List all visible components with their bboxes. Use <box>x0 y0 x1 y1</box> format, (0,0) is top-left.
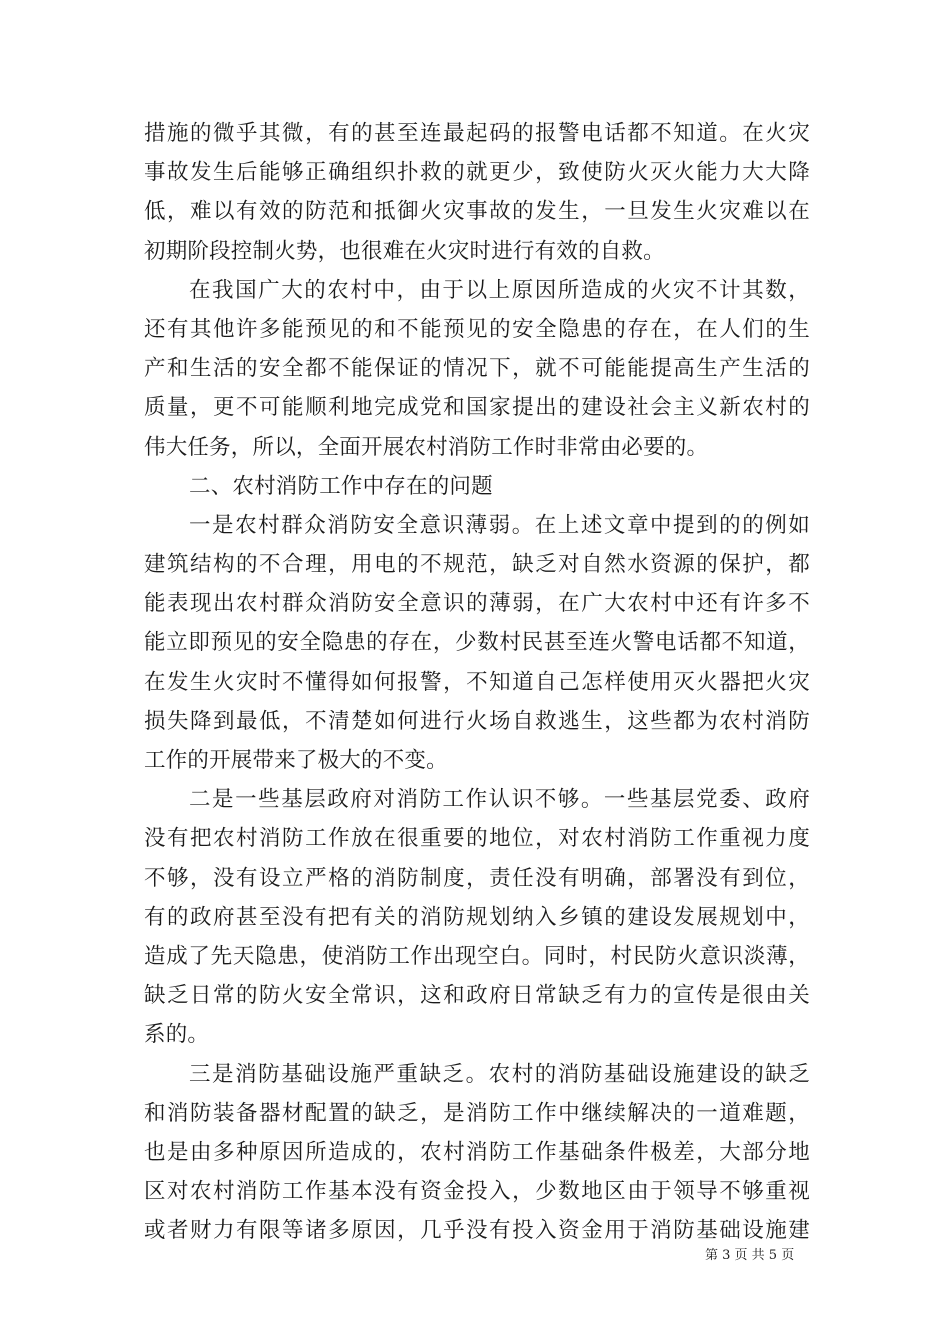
text-line: 事故发生后能够正确组织扑救的就更少，致使防火灭火能力大大降 <box>144 160 810 186</box>
text-line: 系的。 <box>144 1022 210 1048</box>
text-line: 和消防装备器材配置的缺乏，是消防工作中继续解决的一道难题， <box>144 1100 810 1126</box>
text-line: 还有其他许多能预见的和不能预见的安全隐患的存在，在人们的生 <box>144 316 810 342</box>
text-line: 产和生活的安全都不能保证的情况下，就不可能能提高生产生活的 <box>144 356 810 382</box>
text-line: 质量，更不可能顺利地完成党和国家提出的建设社会主义新农村的 <box>144 395 810 421</box>
text-line: 伟大任务，所以，全面开展农村消防工作时非常由必要的。 <box>144 434 709 460</box>
text-line: 或者财力有限等诸多原因，几乎没有投入资金用于消防基础设施建 <box>144 1218 810 1244</box>
text-line: 在我国广大的农村中，由于以上原因所造成的火灾不计其数， <box>189 277 810 303</box>
text-line: 不够，没有设立严格的消防制度，责任没有明确，部署没有到位， <box>144 865 810 891</box>
text-line: 二是一些基层政府对消防工作认识不够。一些基层党委、政府 <box>189 787 810 813</box>
text-line: 也是由多种原因所造成的，农村消防工作基础条件极差，大部分地 <box>144 1139 810 1165</box>
text-line: 能立即预见的安全隐患的存在，少数村民甚至连火警电话都不知道， <box>144 630 810 656</box>
text-line: 损失降到最低，不清楚如何进行火场自救逃生，这些都为农村消防 <box>144 708 810 734</box>
text-line: 在发生火灾时不懂得如何报警，不知道自己怎样使用灭火器把火灾 <box>144 669 810 695</box>
text-line: 造成了先天隐患，使消防工作出现空白。同时，村民防火意识淡薄， <box>144 943 810 969</box>
body-text <box>144 114 810 1250</box>
text-line: 低，难以有效的防范和抵御火灾事故的发生，一旦发生火灾难以在 <box>144 199 810 225</box>
text-line: 有的政府甚至没有把有关的消防规划纳入乡镇的建设发展规划中， <box>144 904 810 930</box>
text-line: 工作的开展带来了极大的不变。 <box>144 748 448 773</box>
text-line: 三是消防基础设施严重缺乏。农村的消防基础设施建设的缺乏 <box>189 1061 810 1087</box>
page-number-footer: 第 3 页 共 5 页 <box>705 1248 795 1263</box>
text-line: 一是农村群众消防安全意识薄弱。在上述文章中提到的的例如 <box>189 512 810 538</box>
text-line: 没有把农村消防工作放在很重要的地位，对农村消防工作重视力度 <box>144 826 810 852</box>
text-line: 能表现出农村群众消防安全意识的薄弱，在广大农村中还有许多不 <box>144 591 810 617</box>
text-line: 区对农村消防工作基本没有资金投入，少数地区由于领导不够重视 <box>144 1179 810 1205</box>
text-line: 初期阶段控制火势，也很难在火灾时进行有效的自救。 <box>144 238 665 264</box>
text-line: 建筑结构的不合理，用电的不规范，缺乏对自然水资源的保护，都 <box>144 552 810 578</box>
text-line: 缺乏日常的防火安全常识，这和政府日常缺乏有力的宣传是很由关 <box>144 983 810 1009</box>
text-line: 二、农村消防工作中存在的问题 <box>189 473 493 499</box>
text-line: 措施的微乎其微，有的甚至连最起码的报警电话都不知道。在火灾 <box>144 121 810 146</box>
